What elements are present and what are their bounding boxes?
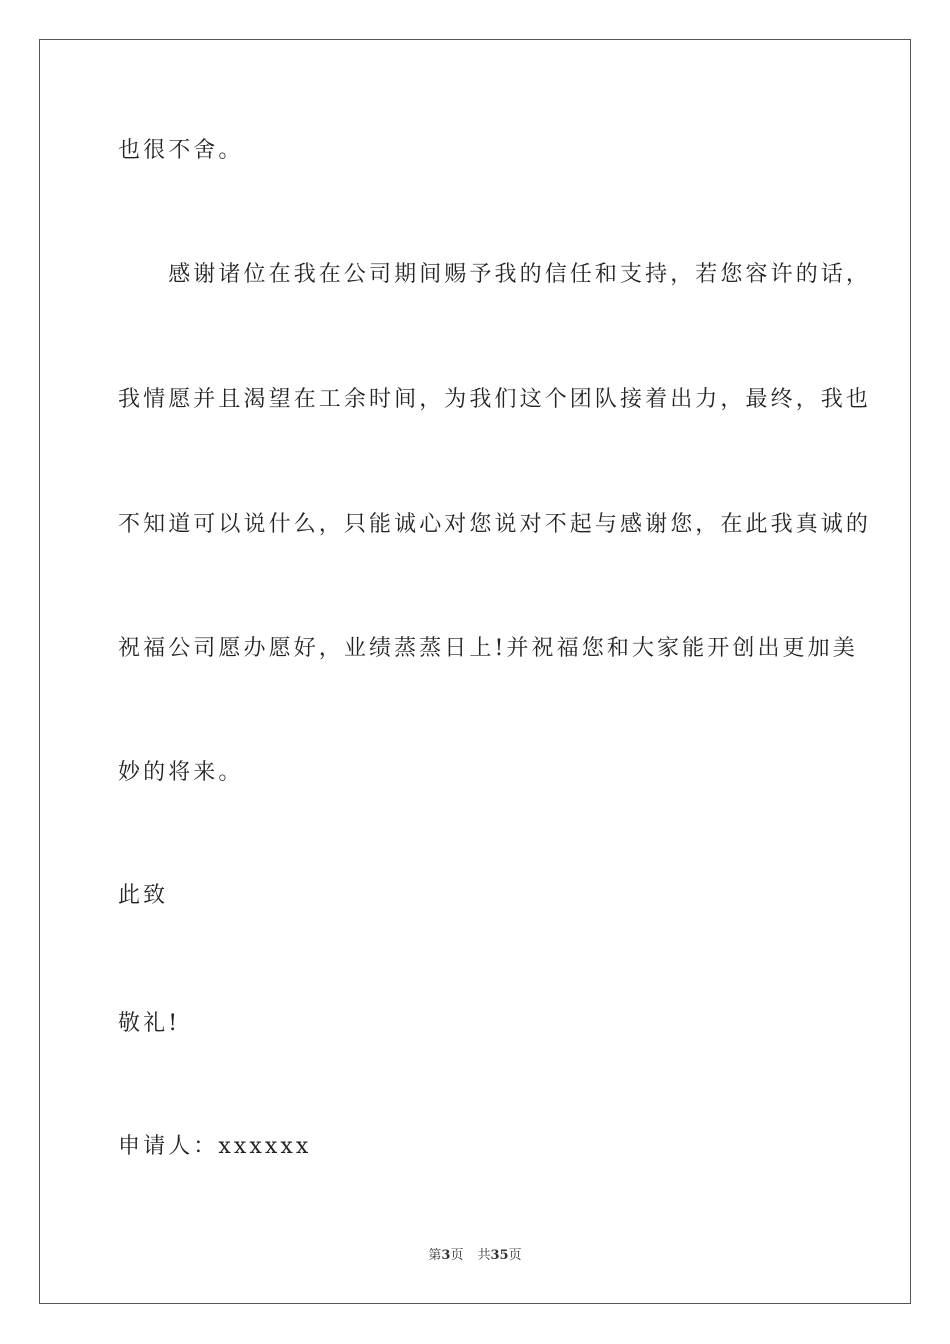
closing-salutation: 此致 bbox=[118, 883, 169, 908]
applicant-signature: 申请人：xxxxxx bbox=[118, 1134, 312, 1159]
body-line-2: 感谢诸位在我在公司期间赐予我的信任和支持，若您容许的话， bbox=[118, 262, 872, 287]
total-suffix: 页 bbox=[508, 1248, 522, 1263]
body-line-5: 祝福公司愿办愿好，业绩蒸蒸日上!并祝福您和大家能开创出更加美 bbox=[118, 636, 858, 661]
page-suffix: 页 bbox=[450, 1248, 464, 1263]
body-line-4: 不知道可以说什么，只能诚心对您说对不起与感谢您，在此我真诚的 bbox=[118, 512, 872, 537]
page-number: 3 bbox=[441, 1248, 451, 1263]
page-footer bbox=[0, 1247, 950, 1265]
body-line-1: 也很不舍。 bbox=[118, 138, 244, 163]
body-line-6: 妙的将来。 bbox=[118, 760, 244, 785]
page-border bbox=[39, 39, 911, 1304]
body-line-3: 我情愿并且渴望在工余时间，为我们这个团队接着出力，最终，我也 bbox=[118, 387, 872, 412]
total-pages: 35 bbox=[490, 1248, 509, 1263]
closing-regards: 敬礼! bbox=[118, 1011, 181, 1036]
total-prefix: 共 bbox=[477, 1248, 491, 1263]
page-prefix: 第 bbox=[428, 1248, 442, 1263]
